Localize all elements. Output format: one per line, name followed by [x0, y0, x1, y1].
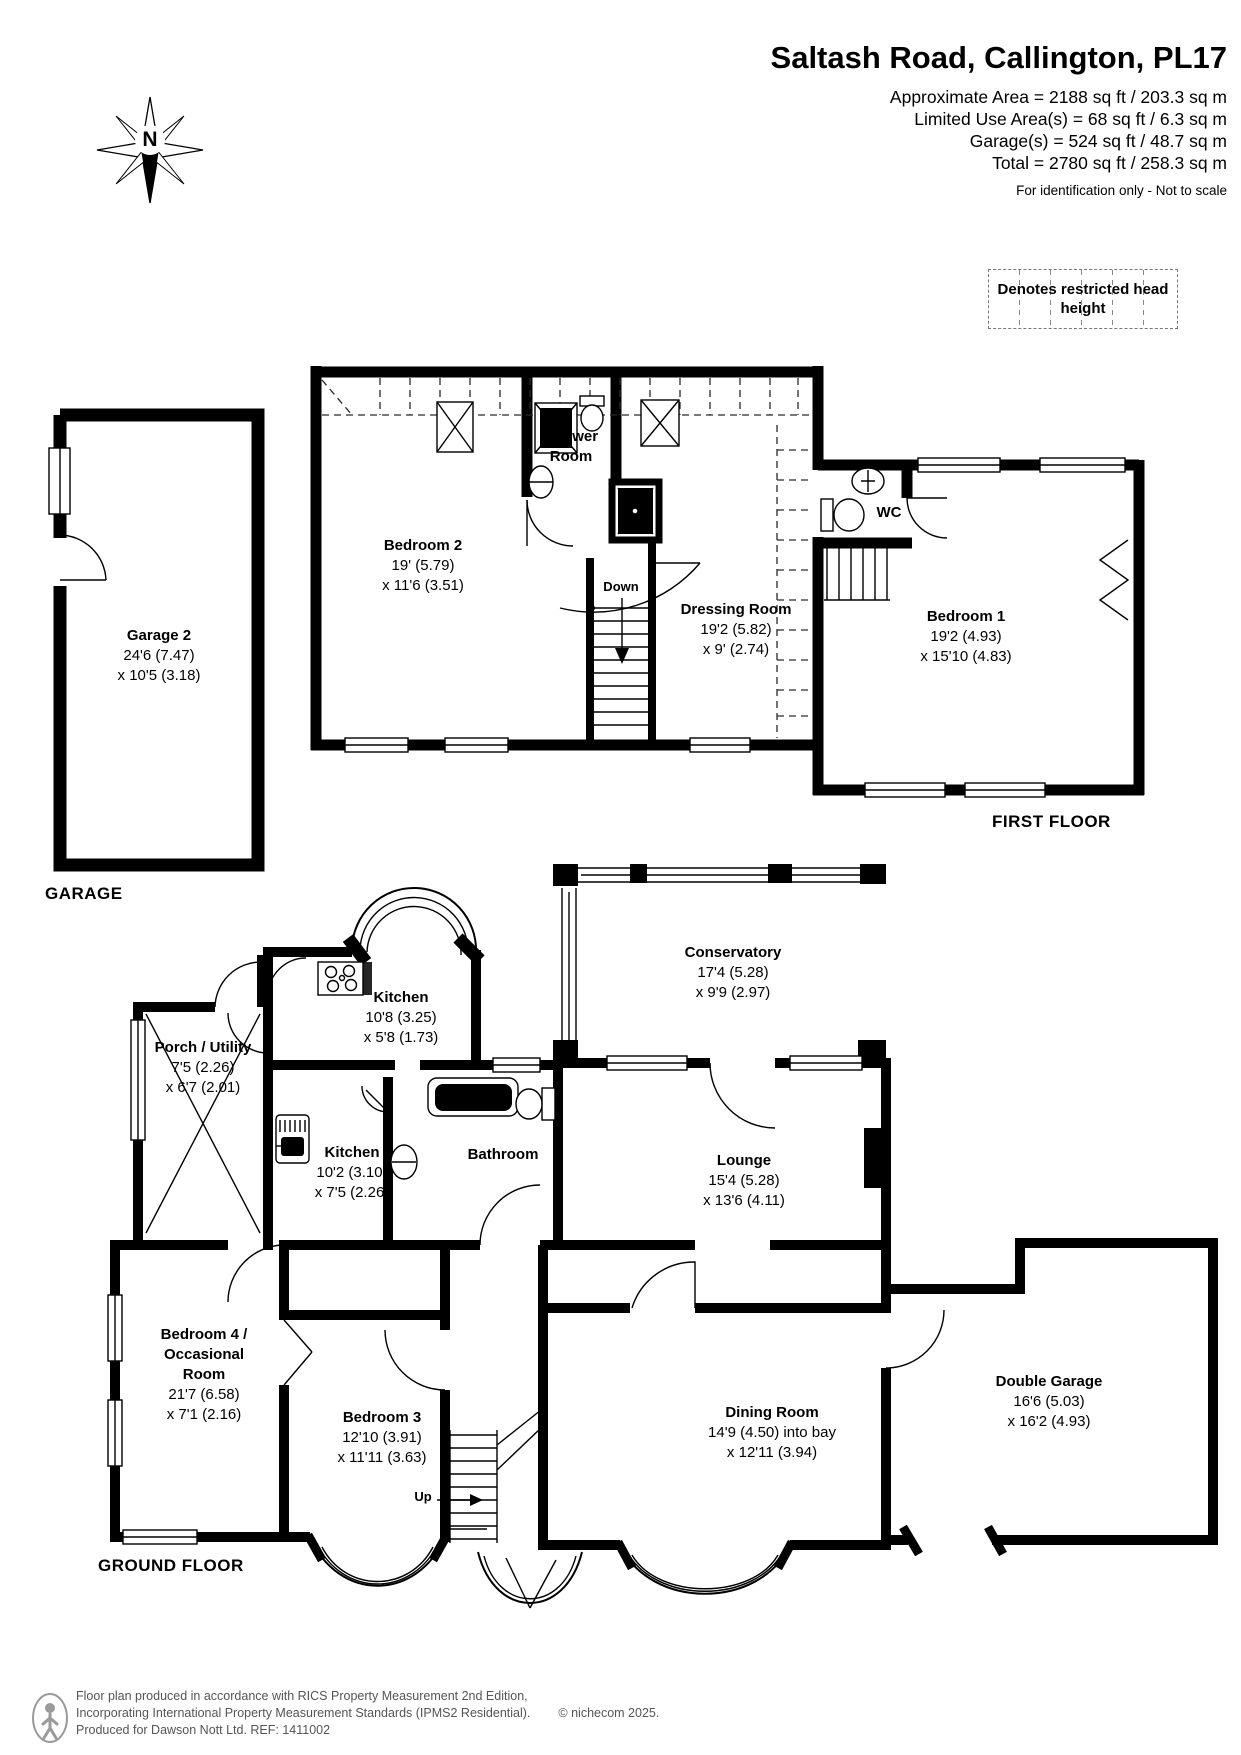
stairs-up-label: Up — [414, 1489, 432, 1504]
room-label-bedroom1: Bedroom 1 19'2 (4.93) x 15'10 (4.83) — [920, 608, 1012, 665]
bathroom-toilet-icon — [516, 1088, 555, 1120]
page-title: Saltash Road, Callington, PL17 — [770, 40, 1227, 75]
stairs-up — [437, 1410, 541, 1543]
room-label-double-garage: Double Garage 16'6 (5.03) x 16'2 (4.93) — [995, 1373, 1103, 1430]
stairs-down — [589, 598, 652, 725]
room-label-shower-room: Shower Room — [543, 428, 599, 465]
ground-floor-label: GROUND FLOOR — [98, 1556, 244, 1575]
room-label-lounge: Lounge 15'4 (5.28) x 13'6 (4.11) — [703, 1152, 785, 1209]
door-arc — [60, 535, 106, 580]
stairs-down-label: Down — [603, 579, 639, 594]
room-label-garage2: Garage 2 24'6 (7.47) x 10'5 (3.18) — [117, 627, 201, 684]
wardrobe-icon — [1100, 540, 1128, 620]
copyright: © nichecom 2025. — [558, 1706, 660, 1720]
stairs-lower-flight — [824, 548, 890, 600]
bathroom-sink-icon — [391, 1145, 417, 1179]
room-label-kitchen-top: Kitchen 10'8 (3.25) x 5'8 (1.73) — [363, 989, 439, 1046]
header — [771, 40, 1227, 198]
person-icon — [30, 1692, 70, 1744]
room-label-bedroom2: Bedroom 2 19' (5.79) x 11'6 (3.51) — [382, 537, 464, 594]
wc-sink-icon — [852, 468, 884, 494]
footer-line1: Floor plan produced in accordance with RICS Property Measurement 2nd Edition, — [76, 1689, 528, 1703]
footer-line3: Produced for Dawson Nott Ltd. REF: 1411002 — [76, 1723, 331, 1737]
room-label-wc: WC — [876, 504, 902, 521]
total-area: Total = 2780 sq ft / 258.3 sq m — [992, 153, 1227, 173]
approximate-area: Approximate Area = 2188 sq ft / 203.3 sq m — [889, 87, 1227, 107]
footer — [76, 1688, 659, 1739]
room-label-conservatory: Conservatory 17'4 (5.28) x 9'9 (2.97) — [684, 944, 782, 1001]
room-label-dressing-room: Dressing Room 19'2 (5.82) x 9' (2.74) — [680, 601, 792, 658]
room-label-porch-utility: Porch / Utility 7'5 (2.26) x 6'7 (2.01) — [154, 1039, 252, 1096]
sink-icon — [529, 466, 553, 498]
limited-use-area: Limited Use Area(s) = 68 sq ft / 6.3 sq m — [914, 109, 1227, 129]
room-label-kitchen-lower: Kitchen 10'2 (3.10) x 7'5 (2.26) — [314, 1144, 390, 1201]
scale-disclaimer: For identification only - Not to scale — [1016, 183, 1227, 198]
toilet-icon — [580, 396, 604, 431]
room-label-bedroom3: Bedroom 3 12'10 (3.91) x 11'11 (3.63) — [337, 1409, 427, 1466]
ground-floor-walls — [110, 888, 1218, 1608]
first-floor-label: FIRST FLOOR — [992, 812, 1111, 831]
fireplace-icon — [864, 1128, 884, 1188]
footer-line2: Incorporating International Property Measurement Standards (IPMS2 Residential). © nichecom 2025. — [76, 1706, 660, 1720]
room-label-bedroom4: Bedroom 4 / Occasional Room 21'7 (6.58) x 7'1 (2.16) — [160, 1326, 248, 1423]
room-label-dining-room: Dining Room 14'9 (4.50) into bay x 12'11 (3.94) — [708, 1404, 836, 1461]
wc-toilet-icon — [821, 499, 864, 531]
restricted-head-height-legend — [988, 269, 1178, 329]
garage-floor-label: GARAGE — [45, 884, 123, 903]
garage-area: Garage(s) = 524 sq ft / 48.7 sq m — [969, 131, 1227, 151]
bath-icon — [428, 1078, 518, 1116]
room-label-bathroom: Bathroom — [467, 1146, 539, 1163]
legend-text: Denotes restricted head height — [997, 281, 1169, 317]
kitchen-sink-icon — [276, 1115, 309, 1163]
compass-north-label: N — [142, 128, 158, 151]
